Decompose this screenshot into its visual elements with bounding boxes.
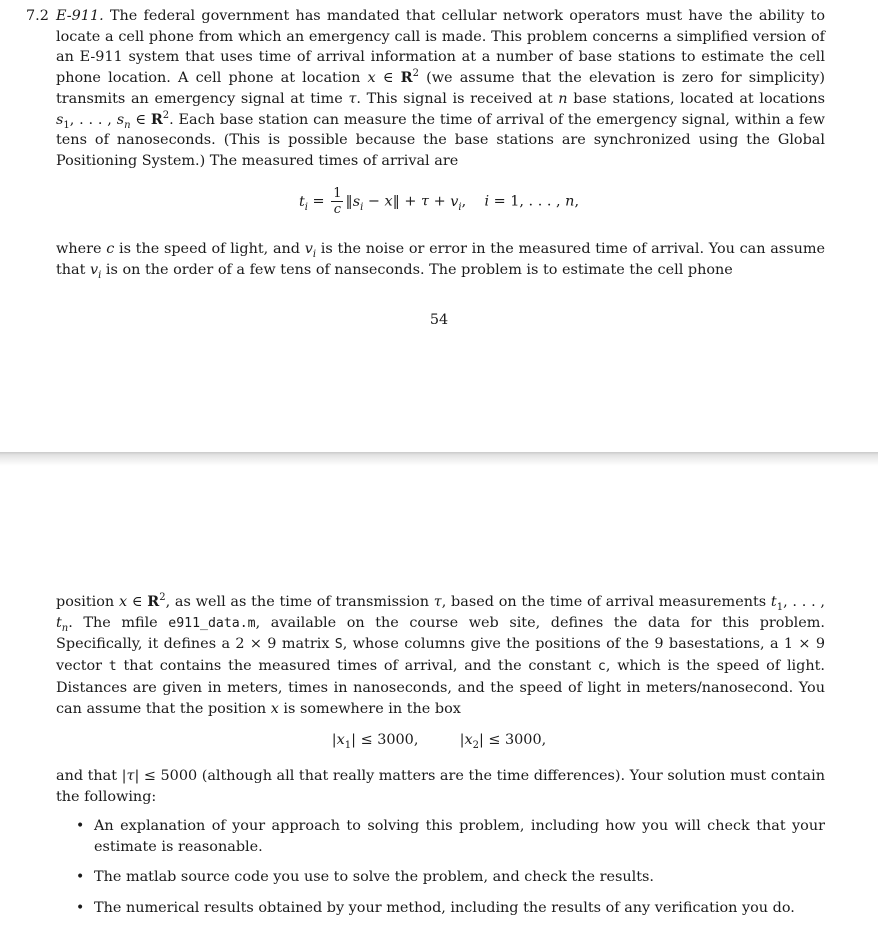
list-item: • The numerical results obtained by your method, including the results of any verification you do.	[56, 898, 825, 919]
list-item: • The matlab source code you use to solve the problem, and check the results.	[56, 867, 825, 888]
page-number: 54	[429, 312, 449, 328]
box-constraint-equation: $|x_1| \le 3000$, $|x_2| \le 3000$,	[331, 732, 547, 751]
mfile-name: e911_data.m	[168, 615, 256, 631]
tau-constraint-paragraph: and that |τ| ≤ 5000 (although all that really matters are the time differences). Your solution must contain the following:	[56, 768, 826, 805]
problem-number: 7.2	[26, 8, 49, 24]
list-item: • An explanation of your approach to solving this problem, including how you will check that your estimate is reasonable.	[56, 816, 825, 857]
problem-title: E-911.	[56, 8, 104, 24]
page-55	[0, 466, 878, 921]
page-54	[0, 0, 878, 452]
page-separator	[0, 452, 878, 466]
where-paragraph: where c is the speed of light, and $v_i$ is the noise or error in the measured time of arrival. You can assume that $v_i$ is on the order of a few tens of nanseconds. The problem is to estimate the cell phone	[56, 241, 826, 281]
requirements-list	[56, 816, 825, 929]
problem-intro: E-911. The federal government has mandated that cellular network operators must have the ability to locate a cell phone from which an emergency call is made. This problem concerns a simplified version of an E-911 system that uses time of arrival information at a number of base stations to estimate the cell phone location. A cell phone at location x ∈ $R^2$ (we assume that the elevation is zero for simplicity) transmits an emergency signal at time τ. This signal is received at n base stations, located at locations $s_1$, . . . , $s_n$ ∈ $R^2$. Each base station can measure the time of arrival of the emergency signal, within a few tens of nanoseconds. (This is possible because the base stations are synchronized using the Global Positioning System.) The measured times of arrival are	[56, 8, 825, 169]
continuation-paragraph: position x ∈ $R^2$, as well as the time of transmission τ, based on the time of arrival measurements $t_1$, . . . , $t_n$. The mfile e911_data.m, available on the course web site, defines the data for this problem. Specifically, it defines a 2 × 9 matrix S, whose columns give the positions of the 9 basestations, a 1 × 9 vector t that contains the measured times of arrival, and the constant c, which is the speed of light. Distances are given in meters, times in nanoseconds, and the speed of light in meters/nanosecond. You can assume that the position x is somewhere in the box	[56, 592, 826, 717]
time-of-arrival-equation: $t_i$ = $\frac{1}{c}$ $‖s_i$ − x‖ + $\tau + v_i$, i = 1, . . . , n,	[298, 186, 580, 217]
